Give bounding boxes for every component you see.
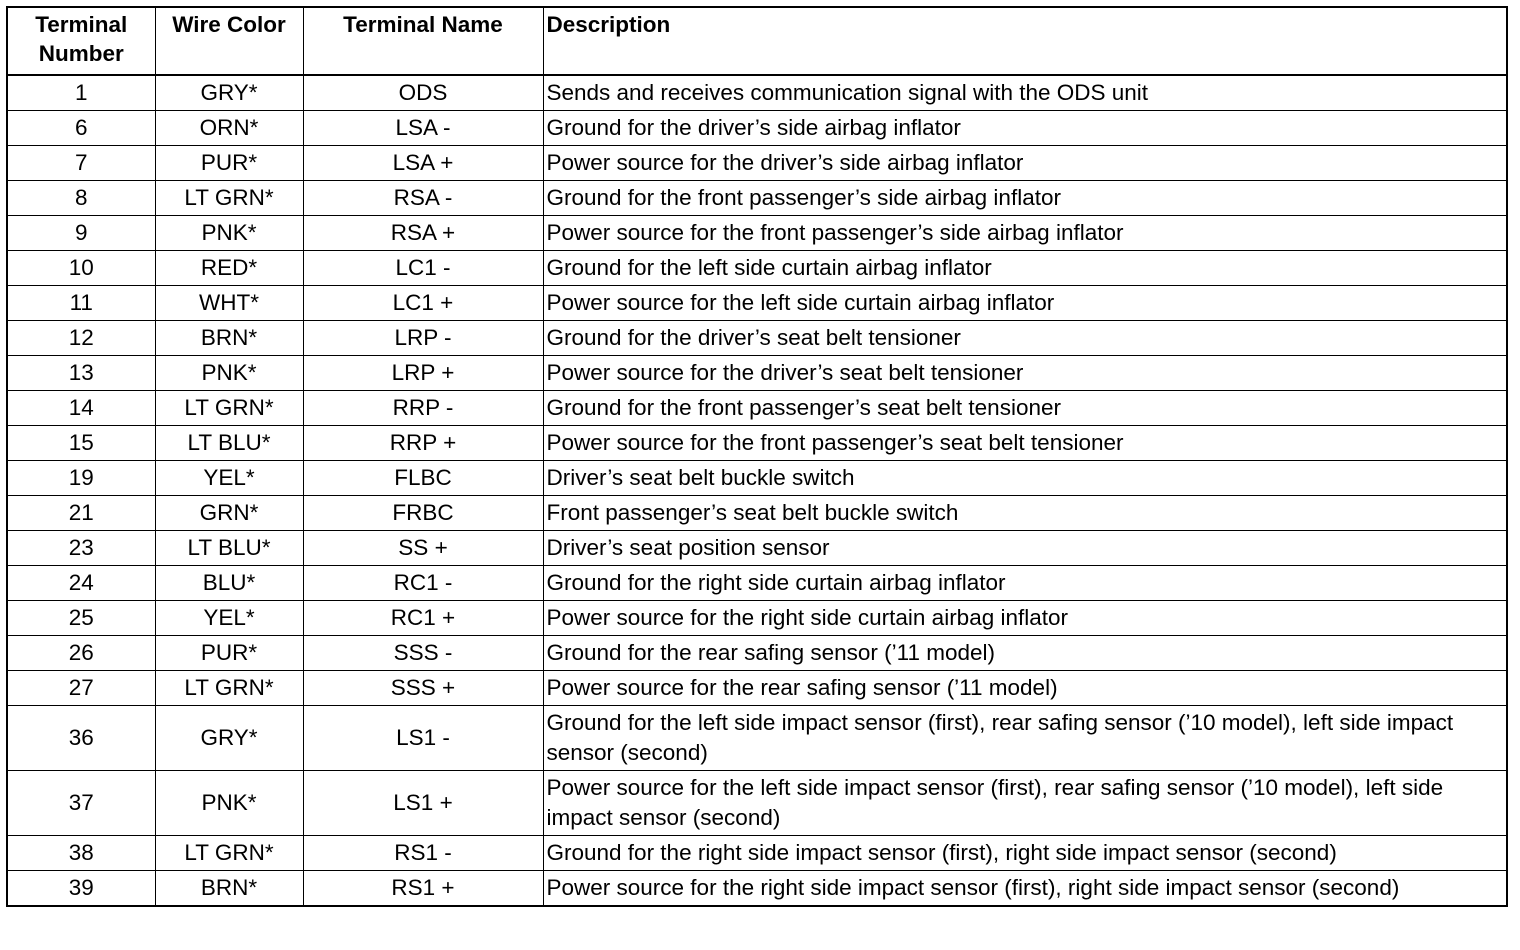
- terminal-name-cell: RRP -: [303, 391, 543, 426]
- description-cell: Power source for the front passenger’s seat belt tensioner: [543, 426, 1507, 461]
- description-cell: Ground for the rear safing sensor (’11 model): [543, 636, 1507, 671]
- wire-color-cell: YEL*: [155, 461, 303, 496]
- table-row: [7, 356, 1507, 391]
- table-body: [7, 75, 1507, 906]
- description-cell: Ground for the driver’s side airbag inflator: [543, 111, 1507, 146]
- wire-color-cell: GRY*: [155, 75, 303, 111]
- terminal-number-cell: 39: [7, 871, 155, 907]
- wire-color-cell: LT BLU*: [155, 531, 303, 566]
- wire-color-cell: LT GRN*: [155, 181, 303, 216]
- wire-color-cell: LT GRN*: [155, 671, 303, 706]
- terminal-name-cell: SSS -: [303, 636, 543, 671]
- table-row: [7, 286, 1507, 321]
- description-cell: Ground for the front passenger’s side airbag inflator: [543, 181, 1507, 216]
- terminal-number-cell: 37: [7, 771, 155, 836]
- terminal-number-cell: 9: [7, 216, 155, 251]
- terminal-name-cell: RS1 +: [303, 871, 543, 907]
- terminal-number-cell: 38: [7, 836, 155, 871]
- wire-color-cell: YEL*: [155, 601, 303, 636]
- table-row: [7, 706, 1507, 771]
- terminal-name-cell: LSA +: [303, 146, 543, 181]
- terminal-name-cell: ODS: [303, 75, 543, 111]
- terminal-name-cell: RRP +: [303, 426, 543, 461]
- terminal-name-cell: RSA +: [303, 216, 543, 251]
- table-row: [7, 496, 1507, 531]
- wire-color-cell: GRY*: [155, 706, 303, 771]
- wire-color-cell: BRN*: [155, 871, 303, 907]
- terminal-number-cell: 13: [7, 356, 155, 391]
- terminal-name-cell: RS1 -: [303, 836, 543, 871]
- terminal-name-cell: LC1 +: [303, 286, 543, 321]
- description-cell: Power source for the left side curtain airbag inflator: [543, 286, 1507, 321]
- table-row: [7, 871, 1507, 907]
- table-row: [7, 146, 1507, 181]
- terminal-name-cell: LSA -: [303, 111, 543, 146]
- terminal-number-cell: 1: [7, 75, 155, 111]
- wire-color-cell: PUR*: [155, 636, 303, 671]
- terminal-number-cell: 19: [7, 461, 155, 496]
- terminal-number-cell: 26: [7, 636, 155, 671]
- terminal-number-cell: 27: [7, 671, 155, 706]
- wire-color-cell: PUR*: [155, 146, 303, 181]
- terminal-name-cell: SSS +: [303, 671, 543, 706]
- table-row: [7, 566, 1507, 601]
- terminal-table: [6, 6, 1508, 907]
- description-cell: Ground for the right side impact sensor (first), right side impact sensor (second): [543, 836, 1507, 871]
- table-row: [7, 426, 1507, 461]
- table-row: [7, 75, 1507, 111]
- terminal-number-cell: 10: [7, 251, 155, 286]
- table-row: [7, 671, 1507, 706]
- description-cell: Driver’s seat position sensor: [543, 531, 1507, 566]
- description-cell: Power source for the front passenger’s side airbag inflator: [543, 216, 1507, 251]
- terminal-number-cell: 11: [7, 286, 155, 321]
- table-row: [7, 391, 1507, 426]
- description-cell: Ground for the right side curtain airbag inflator: [543, 566, 1507, 601]
- description-cell: Front passenger’s seat belt buckle switch: [543, 496, 1507, 531]
- table-row: [7, 181, 1507, 216]
- wire-color-cell: RED*: [155, 251, 303, 286]
- terminal-number-cell: 15: [7, 426, 155, 461]
- wire-color-cell: PNK*: [155, 356, 303, 391]
- terminal-number-cell: 23: [7, 531, 155, 566]
- wire-color-cell: LT GRN*: [155, 391, 303, 426]
- header-wire-color: Wire Color: [155, 7, 303, 75]
- table-row: [7, 771, 1507, 836]
- terminal-number-cell: 24: [7, 566, 155, 601]
- header-terminal-name: Terminal Name: [303, 7, 543, 75]
- terminal-number-cell: 6: [7, 111, 155, 146]
- table-row: [7, 836, 1507, 871]
- wire-color-cell: BRN*: [155, 321, 303, 356]
- table-header: [7, 7, 1507, 75]
- wire-color-cell: PNK*: [155, 771, 303, 836]
- terminal-number-cell: 12: [7, 321, 155, 356]
- description-cell: Ground for the driver’s seat belt tensioner: [543, 321, 1507, 356]
- terminal-name-cell: LC1 -: [303, 251, 543, 286]
- table-row: [7, 636, 1507, 671]
- terminal-number-cell: 7: [7, 146, 155, 181]
- terminal-name-cell: LS1 -: [303, 706, 543, 771]
- wire-color-cell: GRN*: [155, 496, 303, 531]
- terminal-name-cell: SS +: [303, 531, 543, 566]
- terminal-name-cell: FLBC: [303, 461, 543, 496]
- description-cell: Power source for the right side impact sensor (first), right side impact sensor (second): [543, 871, 1507, 907]
- table-row: [7, 111, 1507, 146]
- description-cell: Power source for the rear safing sensor (’11 model): [543, 671, 1507, 706]
- terminal-number-cell: 25: [7, 601, 155, 636]
- description-cell: Power source for the left side impact sensor (first), rear safing sensor (’10 model), left side impact sensor (second): [543, 771, 1507, 836]
- terminal-name-cell: RC1 +: [303, 601, 543, 636]
- wire-color-cell: LT BLU*: [155, 426, 303, 461]
- table-row: [7, 461, 1507, 496]
- terminal-name-cell: LRP -: [303, 321, 543, 356]
- description-cell: Ground for the front passenger’s seat belt tensioner: [543, 391, 1507, 426]
- terminal-name-cell: RSA -: [303, 181, 543, 216]
- wire-color-cell: LT GRN*: [155, 836, 303, 871]
- wire-color-cell: BLU*: [155, 566, 303, 601]
- terminal-number-cell: 8: [7, 181, 155, 216]
- description-cell: Sends and receives communication signal with the ODS unit: [543, 75, 1507, 111]
- description-cell: Driver’s seat belt buckle switch: [543, 461, 1507, 496]
- terminal-name-cell: RC1 -: [303, 566, 543, 601]
- header-description: Description: [543, 7, 1507, 75]
- header-terminal-number: Terminal Number: [7, 7, 155, 75]
- terminal-name-cell: LS1 +: [303, 771, 543, 836]
- terminal-number-cell: 14: [7, 391, 155, 426]
- terminal-name-cell: FRBC: [303, 496, 543, 531]
- description-cell: Power source for the right side curtain airbag inflator: [543, 601, 1507, 636]
- description-cell: Power source for the driver’s side airbag inflator: [543, 146, 1507, 181]
- description-cell: Ground for the left side impact sensor (first), rear safing sensor (’10 model), left side impact sensor (second): [543, 706, 1507, 771]
- document-page: [6, 6, 1508, 907]
- terminal-name-cell: LRP +: [303, 356, 543, 391]
- table-row: [7, 321, 1507, 356]
- table-row: [7, 251, 1507, 286]
- wire-color-cell: WHT*: [155, 286, 303, 321]
- table-row: [7, 216, 1507, 251]
- description-cell: Ground for the left side curtain airbag inflator: [543, 251, 1507, 286]
- terminal-number-cell: 36: [7, 706, 155, 771]
- description-cell: Power source for the driver’s seat belt tensioner: [543, 356, 1507, 391]
- table-row: [7, 601, 1507, 636]
- table-row: [7, 531, 1507, 566]
- header-row: [7, 7, 1507, 75]
- wire-color-cell: PNK*: [155, 216, 303, 251]
- terminal-number-cell: 21: [7, 496, 155, 531]
- wire-color-cell: ORN*: [155, 111, 303, 146]
